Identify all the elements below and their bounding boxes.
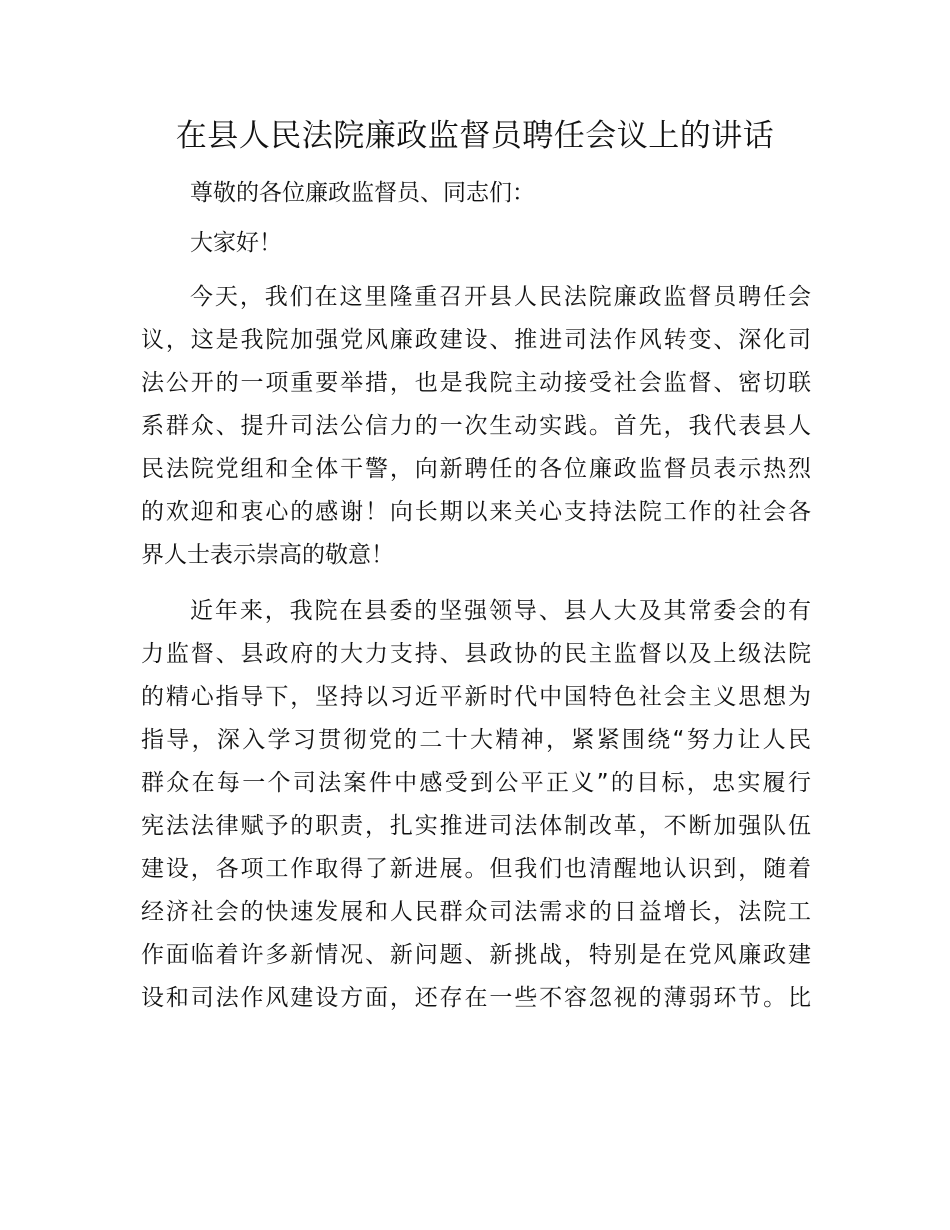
paragraph-line: 作面临着许多新情况、新问题、新挑战，特别是在党风廉政建 [141,942,811,968]
paragraph-line: 系群众、提升司法公信力的一次生动实践。首先，我代表县人 [141,413,811,439]
paragraph-line: 经济社会的快速发展和人民群众司法需求的日益增长，法院工 [141,899,811,925]
paragraph-line: 近年来，我院在县委的坚强领导、县人大及其常委会的有 [190,598,811,624]
greeting: 大家好！ [190,230,282,256]
paragraph-line: 宪法法律赋予的职责，扎实推进司法体制改革，不断加强队伍 [141,813,811,839]
document-title: 在县人民法院廉政监督员聘任会议上的讲话 [175,118,775,154]
paragraph-line: 建设，各项工作取得了新进展。但我们也清醒地认识到，随着 [141,856,811,882]
paragraph-line: 议，这是我院加强党风廉政建设、推进司法作风转变、深化司 [141,327,811,353]
salutation: 尊敬的各位廉政监督员、同志们： [190,180,535,206]
paragraph-line: 民法院党组和全体干警，向新聘任的各位廉政监督员表示热烈 [141,456,811,482]
paragraph-line: 指导，深入学习贯彻党的二十大精神，紧紧围绕“努力让人民 [141,727,811,753]
paragraph-line: 设和司法作风建设方面，还存在一些不容忽视的薄弱环节。比 [141,985,811,1011]
paragraph-line: 法公开的一项重要举措，也是我院主动接受社会监督、密切联 [141,370,811,396]
paragraph-line: 界人士表示崇高的敬意！ [141,542,394,568]
paragraph-line: 的精心指导下，坚持以习近平新时代中国特色社会主义思想为 [141,684,811,710]
paragraph-line: 力监督、县政府的大力支持、县政协的民主监督以及上级法院 [141,641,811,667]
paragraph-line: 群众在每一个司法案件中感受到公平正义”的目标，忠实履行 [141,770,811,796]
paragraph-line: 今天，我们在这里隆重召开县人民法院廉政监督员聘任会 [190,284,811,310]
paragraph-line: 的欢迎和衷心的感谢！向长期以来关心支持法院工作的社会各 [141,499,811,525]
